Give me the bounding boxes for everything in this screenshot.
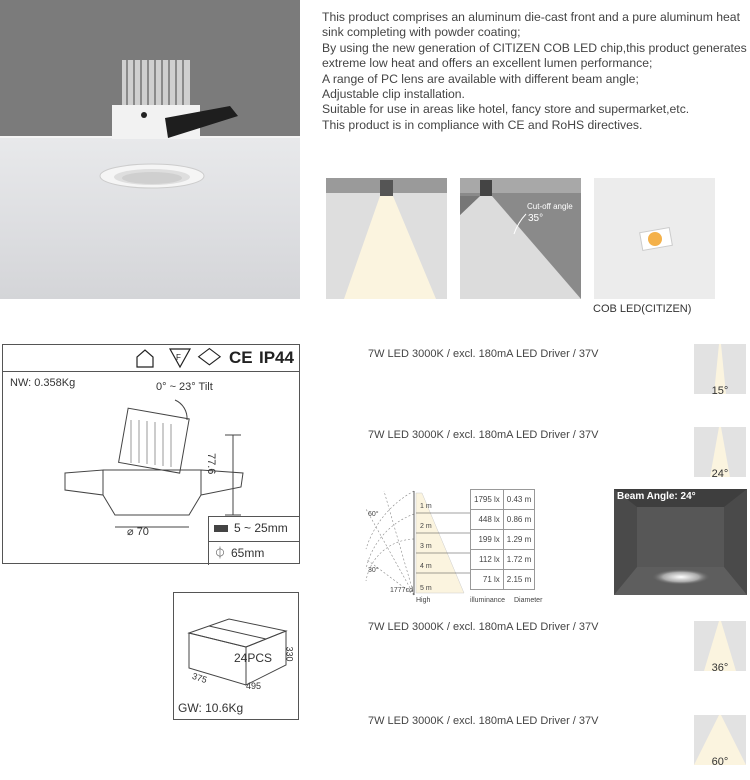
pcs-count: 24PCS: [234, 651, 273, 665]
ce-mark: CE: [229, 348, 253, 367]
desc-line: Adjustable clip installation.: [322, 87, 465, 102]
lux-cell: 71 lx: [471, 570, 504, 590]
diameter-icon: ⌀: [127, 526, 137, 538]
led-spec-line: 7W LED 3000K / excl. 180mA LED Driver / 37V: [368, 621, 599, 633]
desc-line: By using the new generation of CITIZEN COB LED chip,this product generates extreme low heat and offers an excellent lumen performance;: [322, 40, 747, 71]
footer-label: illuminance: [470, 597, 506, 604]
cob-caption: COB LED(CITIZEN): [593, 303, 692, 315]
net-weight: NW: 0.358Kg: [10, 377, 76, 389]
tilt-range: 0° ~ 23° Tilt: [156, 381, 213, 393]
install-specs: [208, 516, 300, 565]
thickness-value: 5 ~ 25mm: [234, 521, 288, 535]
table-row: [471, 530, 535, 550]
cutoff-angle: 35°: [528, 213, 544, 224]
beam-label: 60°: [711, 756, 729, 768]
svg-text:F: F: [176, 353, 181, 362]
gross-weight: GW: 10.6Kg: [178, 701, 244, 715]
diameter-cell: 1.29 m: [503, 530, 534, 550]
diameter-cell: 1.72 m: [503, 550, 534, 570]
beam-thumb-60: [694, 715, 746, 768]
dist-row-label: 5 m: [420, 585, 432, 592]
lux-cell: 1795 lx: [471, 490, 504, 510]
table-row: [471, 490, 535, 510]
desc-line: Suitable for use in areas like hotel, fancy store and supermarket,etc.: [322, 102, 690, 117]
cutout-value: 65mm: [231, 546, 265, 560]
light-distribution-chart: [364, 489, 552, 605]
cutoff-diagram: [460, 178, 581, 299]
led-spec-line: 7W LED 3000K / excl. 180mA LED Driver / 37V: [368, 715, 599, 727]
lux-cell: 112 lx: [471, 550, 504, 570]
beam-label: 15°: [711, 385, 729, 397]
diameter-cell: 0.43 m: [503, 490, 534, 510]
ip-rating: IP44: [259, 348, 294, 367]
dist-row-label: 1 m: [420, 503, 432, 510]
desc-line: A range of PC lens are available with different beam angle;: [322, 71, 639, 86]
dim-c: 330: [284, 646, 295, 662]
lux-cell: 199 lx: [471, 530, 504, 550]
cob-led-photo: [594, 178, 715, 299]
beam-thumb-15: [694, 344, 746, 397]
product-photo: [0, 0, 300, 299]
spec-box: [2, 344, 300, 564]
beam-label: 36°: [711, 662, 729, 674]
led-spec-line: 7W LED 3000K / excl. 180mA LED Driver / 37V: [368, 348, 599, 360]
dist-row-label: 3 m: [420, 543, 432, 550]
candela-label: 1777cd: [390, 587, 413, 594]
table-row: [471, 550, 535, 570]
diameter-dimension: [127, 525, 149, 538]
beam-thumb-36: [694, 621, 746, 674]
footer-label: Diameter: [514, 597, 543, 604]
cutout-icon: ⏀: [214, 546, 227, 560]
footer-label: High: [416, 597, 431, 604]
dim-a: 375: [190, 670, 209, 686]
angle-label: 60°: [368, 511, 379, 518]
ceiling-thickness-row: [209, 517, 300, 542]
illuminance-table: [470, 489, 535, 590]
product-description: [322, 10, 747, 133]
beam-angle-label: Beam Angle: 24°: [617, 491, 696, 502]
carton-drawing: [174, 593, 300, 698]
cutoff-label: Cut-off angle: [527, 202, 573, 211]
desc-line: This product is in compliance with CE and RoHS directives.: [322, 117, 643, 132]
desc-line: This product comprises an aluminum die-cast front and a pure aluminum heat sink completing with powder coating;: [322, 10, 740, 40]
table-row: [471, 570, 535, 590]
diameter-value: 70: [136, 526, 149, 538]
dim-b: 495: [246, 681, 262, 691]
thickness-icon: [214, 525, 228, 532]
beam-diagram: [326, 178, 447, 299]
beam-label: 24°: [711, 468, 729, 480]
led-spec-line: 7W LED 3000K / excl. 180mA LED Driver / 37V: [368, 429, 599, 441]
beam-angle-photo: [614, 489, 747, 595]
table-row: [471, 510, 535, 530]
height-dimension: 77.6: [205, 453, 217, 475]
dist-row-label: 2 m: [420, 523, 432, 530]
polar-curve: [364, 489, 474, 597]
lux-cell: 448 lx: [471, 510, 504, 530]
angle-label: 30°: [368, 567, 379, 574]
diameter-cell: 2.15 m: [503, 570, 534, 590]
diameter-cell: 0.86 m: [503, 510, 534, 530]
package-box: [173, 592, 299, 720]
beam-thumb-24: [694, 427, 746, 480]
dist-row-label: 4 m: [420, 563, 432, 570]
